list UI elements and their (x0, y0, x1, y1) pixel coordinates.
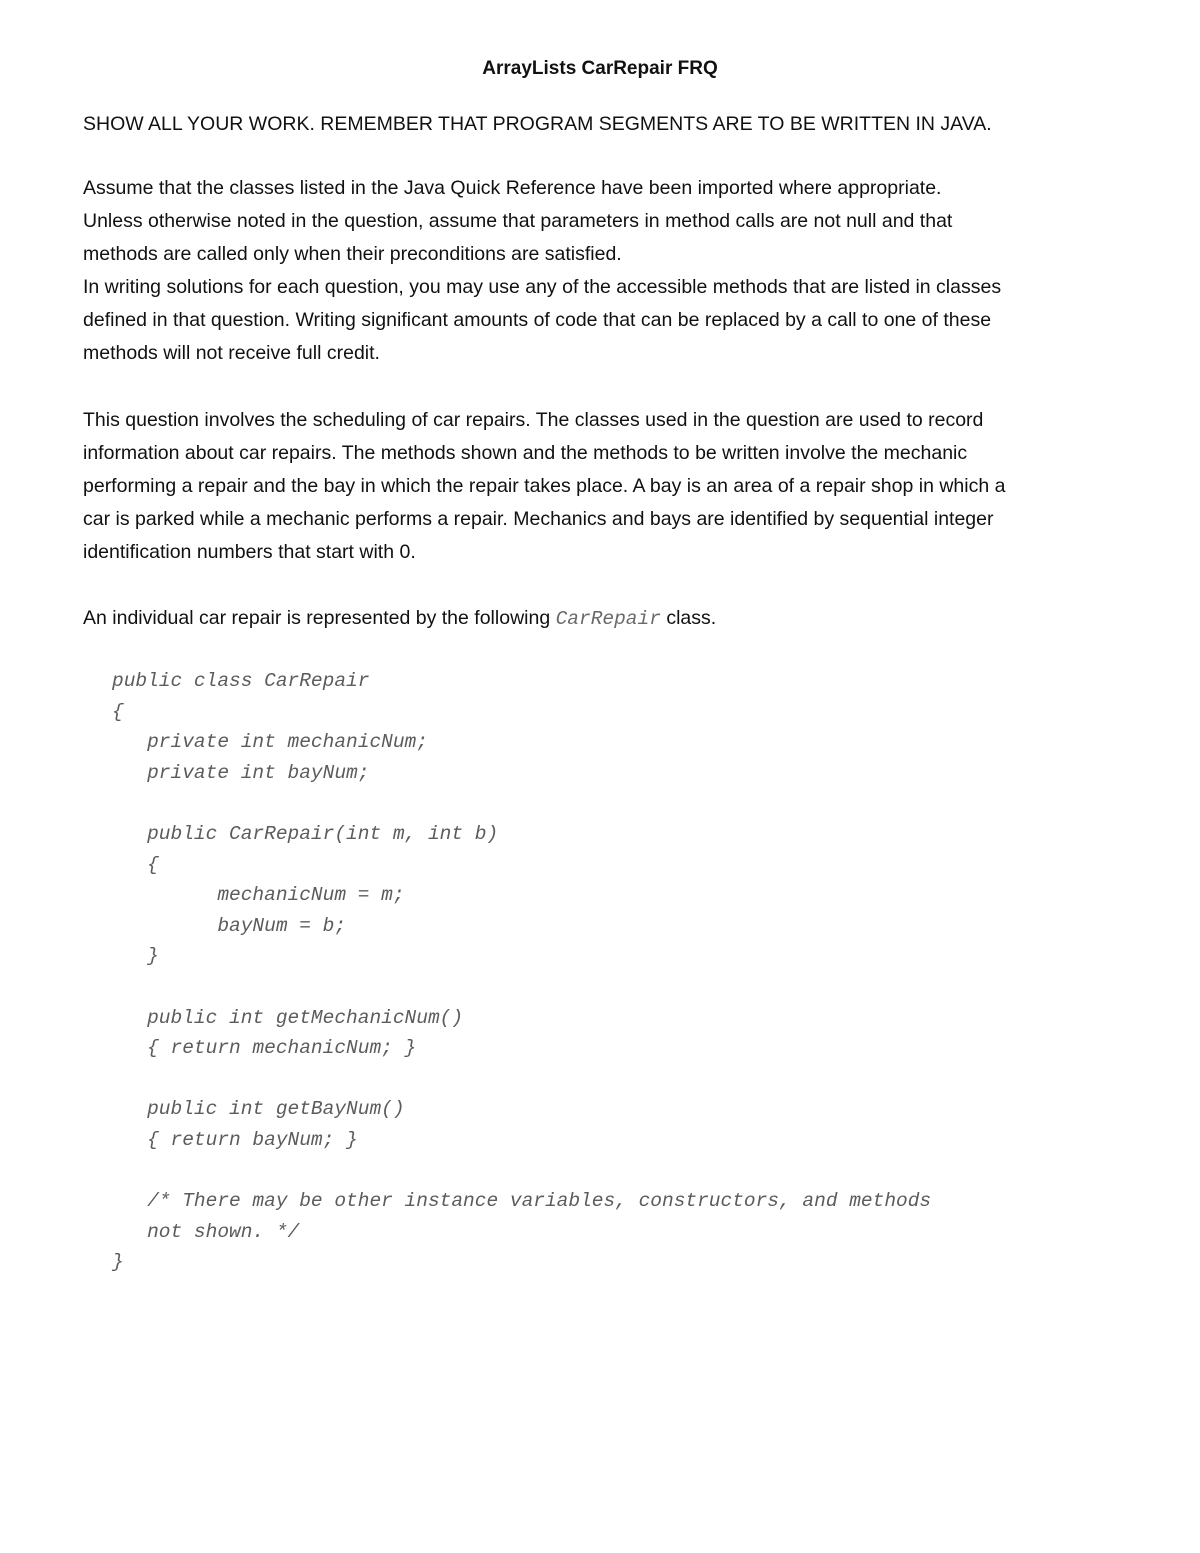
class-intro-before: An individual car repair is represented by the following (83, 607, 556, 629)
code-line: public class CarRepair (112, 670, 370, 692)
assumptions-paragraph (83, 172, 1123, 370)
description-paragraph (83, 404, 1123, 569)
code-line: { (112, 700, 124, 723)
code-line: private int mechanicNum; (112, 731, 428, 754)
instructions-paragraph (83, 108, 1123, 141)
code-line: } (112, 945, 159, 968)
code-line (112, 1156, 1122, 1187)
code-line: { return mechanicNum; } (112, 1037, 417, 1060)
code-line (112, 788, 1122, 819)
class-intro-paragraph (83, 602, 1123, 636)
code-line: { (112, 853, 159, 876)
code-line: private int bayNum; (112, 761, 370, 784)
assumptions-line: In writing solutions for each question, you may use any of the accessible methods that are listed in classes (83, 276, 1002, 298)
instructions-line: SHOW ALL YOUR WORK. REMEMBER THAT PROGRAM SEGMENTS ARE TO BE WRITTEN IN JAVA. (83, 113, 992, 135)
description-line: This question involves the scheduling of car repairs. The classes used in the question are used to record (83, 409, 984, 431)
code-line: } (112, 1251, 124, 1274)
description-line: car is parked while a mechanic performs a repair. Mechanics and bays are identified by sequential integer (83, 508, 994, 530)
assumptions-line: Assume that the classes listed in the Java Quick Reference have been imported where appropriate. (83, 177, 942, 199)
assumptions-line: defined in that question. Writing significant amounts of code that can be replaced by a call to one of these (83, 309, 992, 331)
class-intro-line (83, 602, 1123, 636)
description-line: performing a repair and the bay in which the repair takes place. A bay is an area of a repair shop in which a (83, 475, 1006, 497)
code-line: public int getMechanicNum() (112, 1006, 464, 1029)
assumptions-line: methods are called only when their preconditions are satisfied. (83, 243, 622, 265)
class-name-code: CarRepair (555, 608, 661, 630)
description-line: identification numbers that start with 0. (83, 541, 416, 563)
code-line (112, 972, 1122, 1003)
code-listing (112, 666, 1122, 1278)
description-line: information about car repairs. The methods shown and the methods to be written involve the mechanic (83, 442, 968, 464)
code-line: bayNum = b; (112, 914, 347, 937)
document-title: ArrayLists CarRepair FRQ (482, 58, 718, 79)
code-line: /* There may be other instance variables, constructors, and methods (112, 1190, 932, 1213)
code-line: public CarRepair(int m, int b) (112, 822, 499, 845)
class-intro-after: class. (660, 607, 717, 629)
code-line: { return bayNum; } (112, 1128, 358, 1151)
assumptions-line: Unless otherwise noted in the question, assume that parameters in method calls are not null and that (83, 210, 953, 232)
code-line: public int getBayNum() (112, 1098, 405, 1121)
code-line: not shown. */ (112, 1220, 300, 1243)
code-line: mechanicNum = m; (112, 884, 405, 907)
code-line (112, 1064, 1122, 1095)
assumptions-line: methods will not receive full credit. (83, 342, 380, 364)
